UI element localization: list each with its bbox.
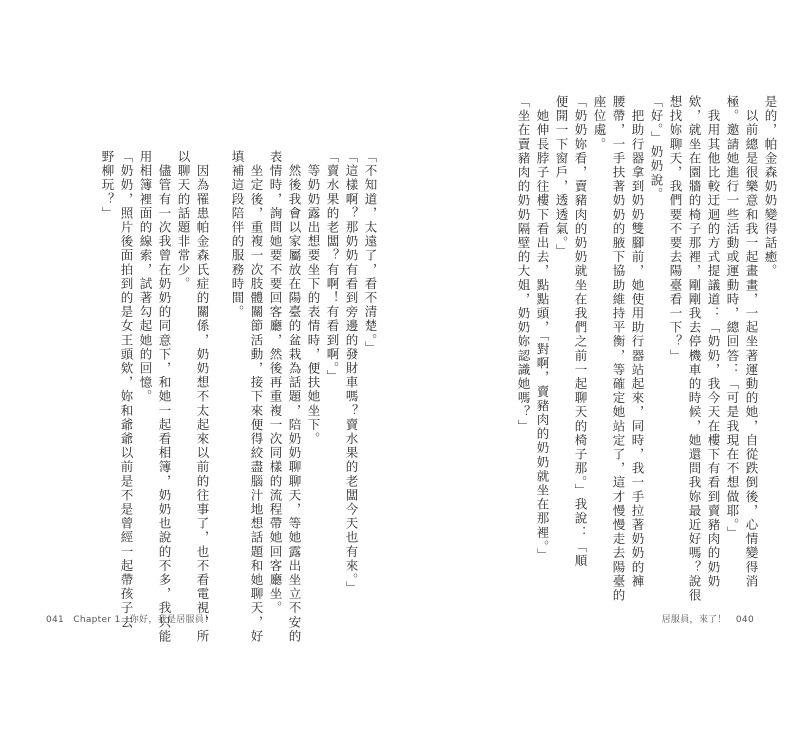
chapter-title: 你好，我是居服員！: [129, 615, 214, 625]
right-page-footer: [662, 612, 760, 625]
text-column: 然後我會以家屬放在陽臺的盆栽為話題，陪奶奶聊聊天，等她露出坐立不安的: [287, 150, 302, 644]
text-column: 儘管有一次我曾在奶奶的同意下，和她一起看相簿，奶奶也說的不多，我只能: [157, 150, 172, 644]
text-column: 「賣水果的老闆？有啊！有看到啊。」: [325, 150, 340, 384]
text-column: 坐定後，重複一次肢體關節活動，接下來便得絞盡腦汁地想話題和她聊天，好: [249, 150, 264, 644]
text-column: 座位處。: [592, 95, 607, 152]
text-column: 她伸長脖子往樓下看出去，點點頭，「對啊，賣豬肉的奶奶就坐在那裡。」: [535, 95, 550, 562]
text-column: 「坐在賣豬肉的奶奶隔壁的大姐，奶奶妳認識她嗎？」: [516, 95, 531, 434]
text-column: 野柳玩？」: [100, 150, 115, 221]
text-column: 以前總是很樂意和我一起畫畫，一起坐著運動的她，自從跌倒後，心情變得消: [744, 95, 759, 589]
text-column: 因為罹患帕金森氏症的關係，奶奶想不太起來以前的往事了，也不看電視，所: [195, 150, 210, 644]
text-column: 欸，就坐在園牆的椅子那裡，剛剛我去停機車的時候，她還問我妳最近好嗎？說很: [687, 95, 702, 603]
text-column: 用相簿裡面的線索，試著勾起她的回憶。: [138, 150, 153, 404]
text-column: 腰帶，一手扶著奶奶的腋下協助維持平衡，等確定她站定了，這才慢慢走去陽臺的: [611, 95, 626, 603]
running-title: 居服員，來了！: [661, 615, 727, 625]
text-column: 等奶奶露出想要坐下的表情時，便扶她坐下。: [306, 150, 321, 447]
text-column: 「奶奶妳看，賣豬肉的奶奶就坐在我們之前一起聊天的椅子那。」我說：「順: [573, 95, 588, 569]
text-column: 「這樣啊？那奶奶有看到旁邊的發財車嗎？賣水果的老闆今天也有來。」: [344, 150, 359, 595]
page-number: 040: [735, 615, 754, 625]
text-column: 極。邀請她進行一些活動或運動時，總回答：「可是我現在不想做耶。」: [725, 95, 740, 540]
text-column: 填補這段陪伴的服務時間。: [230, 150, 245, 320]
chapter-label: Chapter 1: [73, 615, 121, 625]
text-column: 是的，帕金森奶奶變得話癒。: [763, 95, 778, 279]
text-column: 「奶奶，照片後面拍到的是女王頭欸，妳和爺爺以前是不是曾經一起帶孩子去: [119, 150, 134, 630]
text-column: 我用其他比較迂迴的方式提議道：「奶奶，我今天在樓下有看到賣豬肉的奶奶: [706, 95, 721, 589]
text-column: 「不知道，太遠了，看不清楚。」: [363, 150, 378, 356]
text-column: 把助行器拿到奶奶雙腳前，她使用助行器站起來，同時，我一手拉著奶奶的褲: [630, 95, 645, 589]
page-number: 041: [46, 615, 65, 625]
text-column: 想找妳聊天，我們要不要去陽臺看一下？」: [668, 95, 683, 363]
left-page-footer: [46, 612, 219, 625]
right-page-body: [420, 95, 780, 603]
text-column: 表情時，詢問她要不要回客廳，然後再重複一次同樣的流程帶她回客廳坐。: [268, 150, 283, 616]
text-column: 以聊天的話題非常少。: [176, 150, 191, 291]
text-column: 便開一下窗戶，透透氣。」: [554, 95, 569, 258]
text-column: 「好。」奶奶說。: [649, 95, 664, 202]
right-page: [400, 0, 800, 744]
